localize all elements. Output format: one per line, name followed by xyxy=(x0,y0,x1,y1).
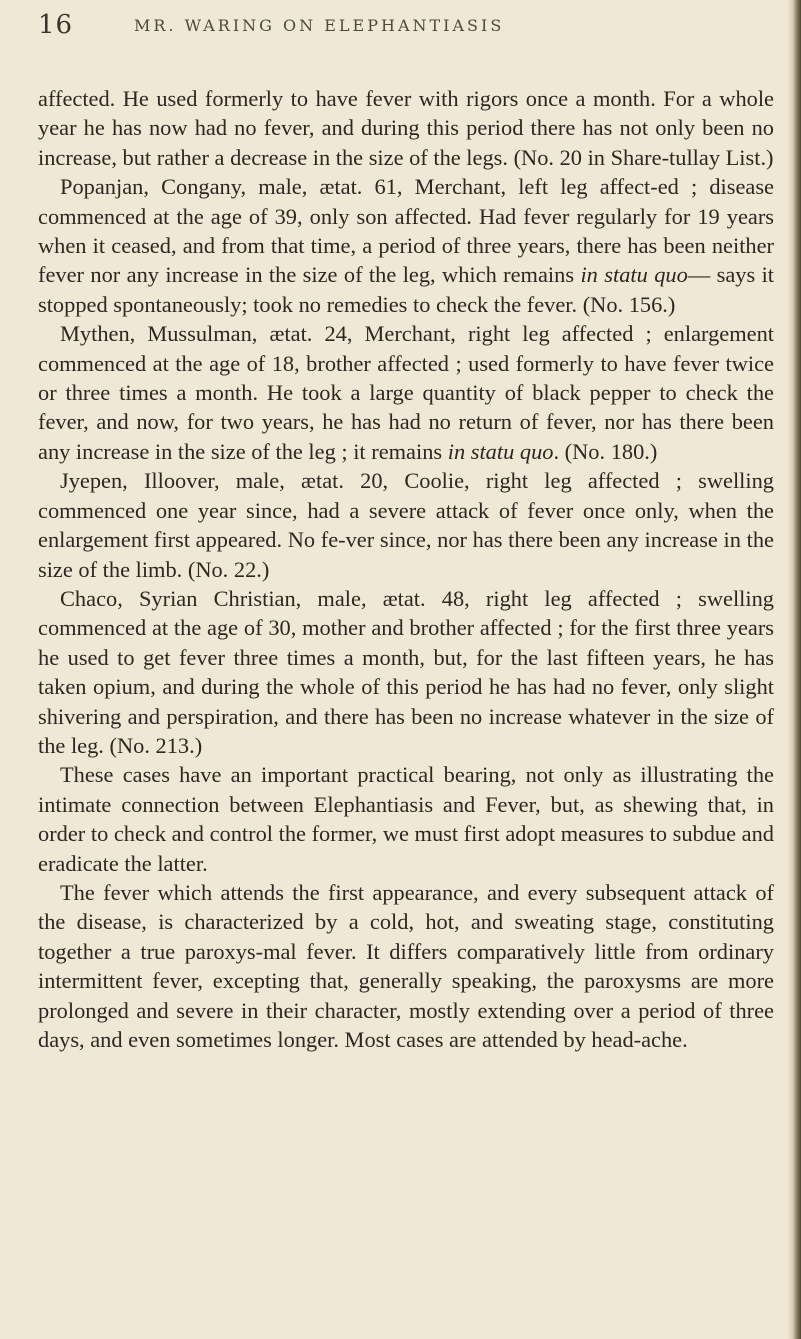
page-number: 16 xyxy=(38,10,74,40)
italic-phrase: in statu quo xyxy=(580,262,688,288)
page-header xyxy=(38,10,778,42)
body-text xyxy=(38,84,774,1054)
paragraph-text: — says it stopped spontaneously; took no remedies to check the fever. (No. 156.) xyxy=(38,262,775,317)
paragraph-text: Mythen, Mussulman, ætat. 24, Merchant, right leg affected ; enlargement commenced at the age of 18, brother affected ; used formerly to have fever twice or three times a month. He took a large quantity of black pepper to check the fever, and now, for two years, he has had no return of fever, nor has there been any increase in the size of the leg ; it remains xyxy=(38,321,774,464)
paragraph-text: . (No. 180.) xyxy=(553,438,658,464)
paragraph-text: affected. He used formerly to have fever with rigors once a month. For a whole year he has now had no fever, and during this period there has not only been no increase, but rather a decrease in the size of the legs. (No. 20 in Share-tullay List.) xyxy=(38,86,774,170)
paragraph-fever-description xyxy=(38,878,774,1054)
page-edge xyxy=(787,0,801,1339)
running-title: MR. WARING ON ELEPHANTIASIS xyxy=(134,16,505,35)
paragraph-continuation xyxy=(38,84,774,172)
paragraph-practical-bearing xyxy=(38,760,774,878)
case-chaco xyxy=(38,584,774,760)
case-jyepen xyxy=(38,466,774,584)
italic-phrase: in statu quo xyxy=(447,438,554,464)
paragraph-text: Chaco, Syrian Christian, male, ætat. 48, right leg affected ; swelling commenced at the age of 30, mother and brother affected ; for the first three years he used to get fever three times a month, but, for the last fifteen years, he has taken opium, and during the whole of this period he has had no fever, only slight shivering and perspiration, and there has been no increase whatever in the size of the leg. (No. 213.) xyxy=(38,585,774,758)
paragraph-text: Popanjan, Congany, male, ætat. 61, Merchant, left leg affect-ed ; disease commenced at the age of 39, only son affected. Had fever regularly for 19 years when it ceased, and from that time, a period of three years, there has been neither fever nor any increase in the size of the leg, which remains xyxy=(38,174,774,288)
paragraph-text: These cases have an important practical bearing, not only as illustrating the intimate connection between Elephantiasis and Fever, but, as shewing that, in order to check and control the former, we must first adopt measures to subdue and eradicate the latter. xyxy=(38,762,774,876)
paragraph-text: The fever which attends the first appearance, and every subsequent attack of the disease, is characterized by a cold, hot, and sweating stage, constituting together a true paroxys-mal fever. It differs comparatively little from ordinary intermittent fever, excepting that, generally speaking, the paroxysms are more prolonged and severe in their character, mostly extending over a period of three days, and even sometimes longer. Most cases are attended by head-ache. xyxy=(38,879,774,1052)
case-mythen xyxy=(38,319,774,466)
paragraph-text: Jyepen, Illoover, male, ætat. 20, Coolie, right leg affected ; swelling commenced one year since, had a severe attack of fever once only, when the enlargement first appeared. No fe-ver since, nor has there been any increase in the size of the limb. (No. 22.) xyxy=(38,468,774,582)
case-popanjan xyxy=(38,172,774,319)
